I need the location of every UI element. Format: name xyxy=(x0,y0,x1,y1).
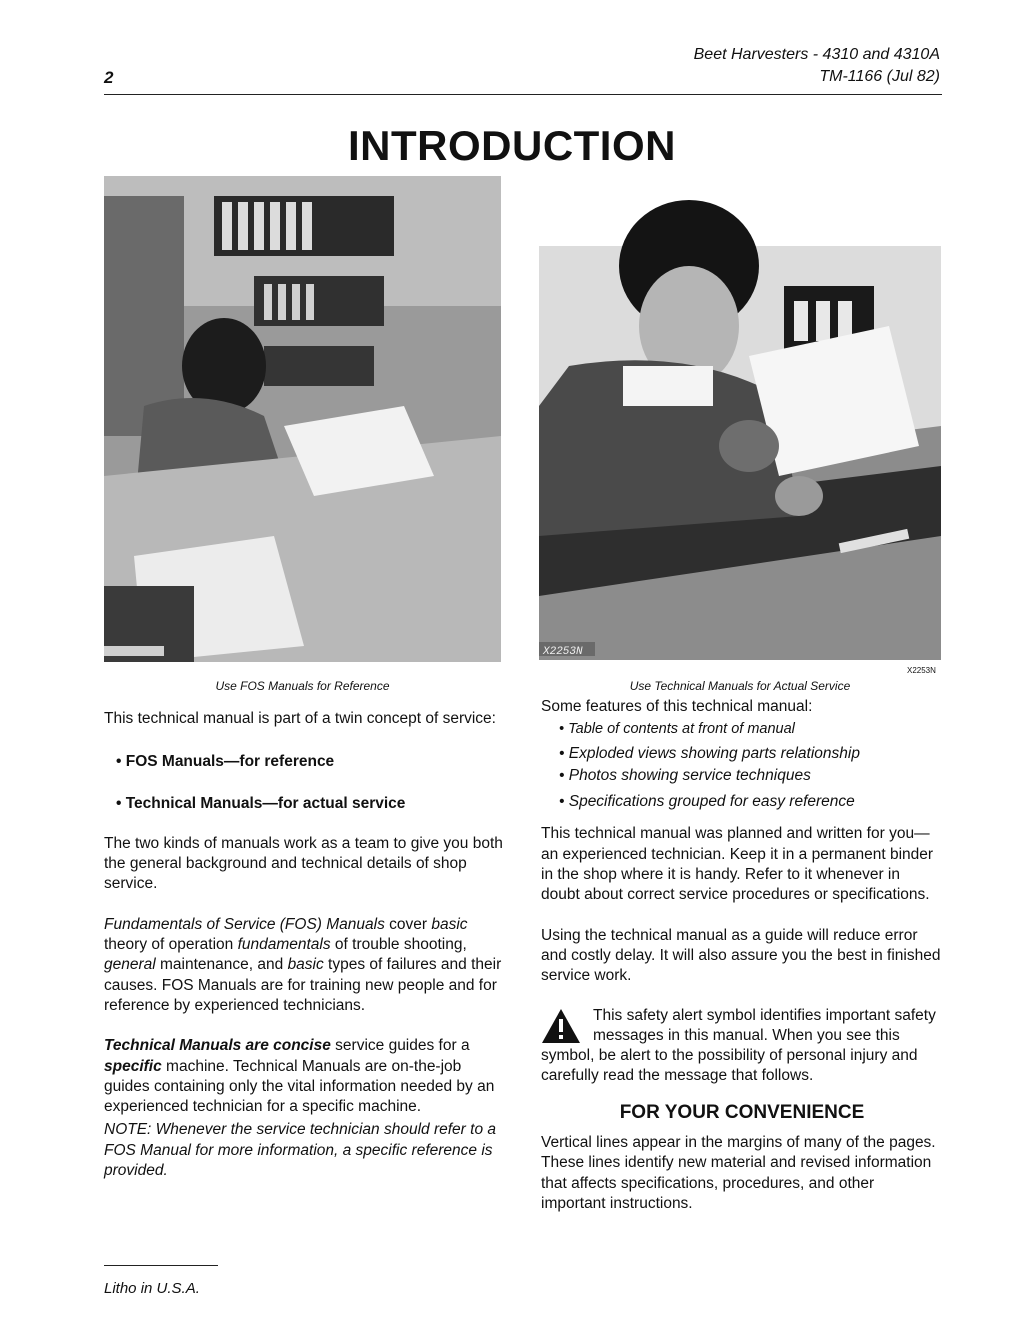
bullet-technical-manuals: • Technical Manuals—for actual service xyxy=(116,794,406,812)
tech-text-2: machine. Technical Manuals are on-the-job guides containing only the vital information needed by an experienced technician for a specific machine. xyxy=(104,1057,495,1116)
fos-term: Fundamentals of Service (FOS) Manuals xyxy=(104,915,385,933)
fos-word-basic-2: basic xyxy=(287,956,324,974)
safety-paragraph: This safety alert symbol identifies important safety messages in this manual. When you see this symbol, be alert to the possibility of personal injury and carefully read the message that follows. xyxy=(541,1006,936,1085)
photo-id: X2253N xyxy=(907,666,936,675)
fos-word-basic: basic xyxy=(431,915,468,933)
left-column xyxy=(104,709,504,1181)
fos-text-5: types of failures and their causes. FOS Manuals are for training new people and for reference by experienced technicians. xyxy=(104,956,502,1014)
photo-reference-desk xyxy=(104,176,501,662)
feature-item-1: • Table of contents at front of manual xyxy=(559,721,795,738)
right-column xyxy=(541,697,943,1214)
fos-word-general: general xyxy=(104,956,156,974)
tech-term: Technical Manuals are concise xyxy=(104,1037,331,1055)
feature-item-4: • Specifications grouped for easy reference xyxy=(559,793,855,811)
tech-text-1: service guides for a xyxy=(330,1037,470,1055)
header-code: TM-1166 (Jul 82) xyxy=(819,68,940,85)
team-paragraph: The two kinds of manuals work as a team to give you both the general background and technical details of shop service. xyxy=(104,834,503,893)
photo-inset-label: X2253N xyxy=(543,646,583,658)
header-title: Beet Harvesters - 4310 and 4310A xyxy=(693,46,940,63)
guide-paragraph: Using the technical manual as a guide will reduce error and costly delay. It will also assure you the best in finished service work. xyxy=(541,926,941,985)
note-paragraph: NOTE: Whenever the service technician should refer to a FOS Manual for more information, a specific reference is provided. xyxy=(104,1121,496,1180)
footer-rule xyxy=(104,1265,218,1266)
page-number: 2 xyxy=(104,68,114,87)
feature-item-3: • Photos showing service techniques xyxy=(559,766,811,784)
safety-block xyxy=(541,1006,943,1087)
figure-caption-right: Use Technical Manuals for Actual Service xyxy=(629,679,851,693)
tech-paragraph xyxy=(104,1036,504,1117)
footer-text: Litho in U.S.A. xyxy=(104,1280,200,1297)
convenience-paragraph: Vertical lines appear in the margins of many of the pages. These lines identify new material and revised information that affects specifications, procedures, and other important instructions. xyxy=(541,1134,936,1212)
convenience-heading: FOR YOUR CONVENIENCE xyxy=(619,1101,865,1123)
fos-text-2: theory of operation xyxy=(104,936,238,954)
fos-text-1: cover xyxy=(384,915,432,933)
figure-caption-left: Use FOS Manuals for Reference xyxy=(215,679,390,693)
fos-word-fundamentals: fundamentals xyxy=(237,936,331,954)
planned-paragraph: This technical manual was planned and written for you—an experienced technician. Keep it in a permanent binder in the shop where it is handy. Refer to it whenever in doubt about correct service procedures or specifications. xyxy=(541,825,934,904)
fos-paragraph xyxy=(104,915,504,1016)
safety-alert-icon xyxy=(541,1008,581,1044)
fos-text-3: of trouble shooting, xyxy=(330,936,467,954)
photo-reference-desk-image xyxy=(104,176,501,662)
intro-paragraph: This technical manual is part of a twin concept of service: xyxy=(104,710,496,727)
features-intro: Some features of this technical manual: xyxy=(541,698,813,715)
bullet-fos-manuals: • FOS Manuals—for reference xyxy=(116,753,335,771)
fos-text-4: maintenance, and xyxy=(155,956,288,974)
header-rule xyxy=(104,94,942,95)
tech-word-specific: specific xyxy=(104,1057,162,1075)
feature-item-2: • Exploded views showing parts relationship xyxy=(559,744,860,762)
photo-actual-service xyxy=(539,176,941,660)
photo-actual-service-image xyxy=(539,176,941,660)
page-title: INTRODUCTION xyxy=(348,122,676,169)
